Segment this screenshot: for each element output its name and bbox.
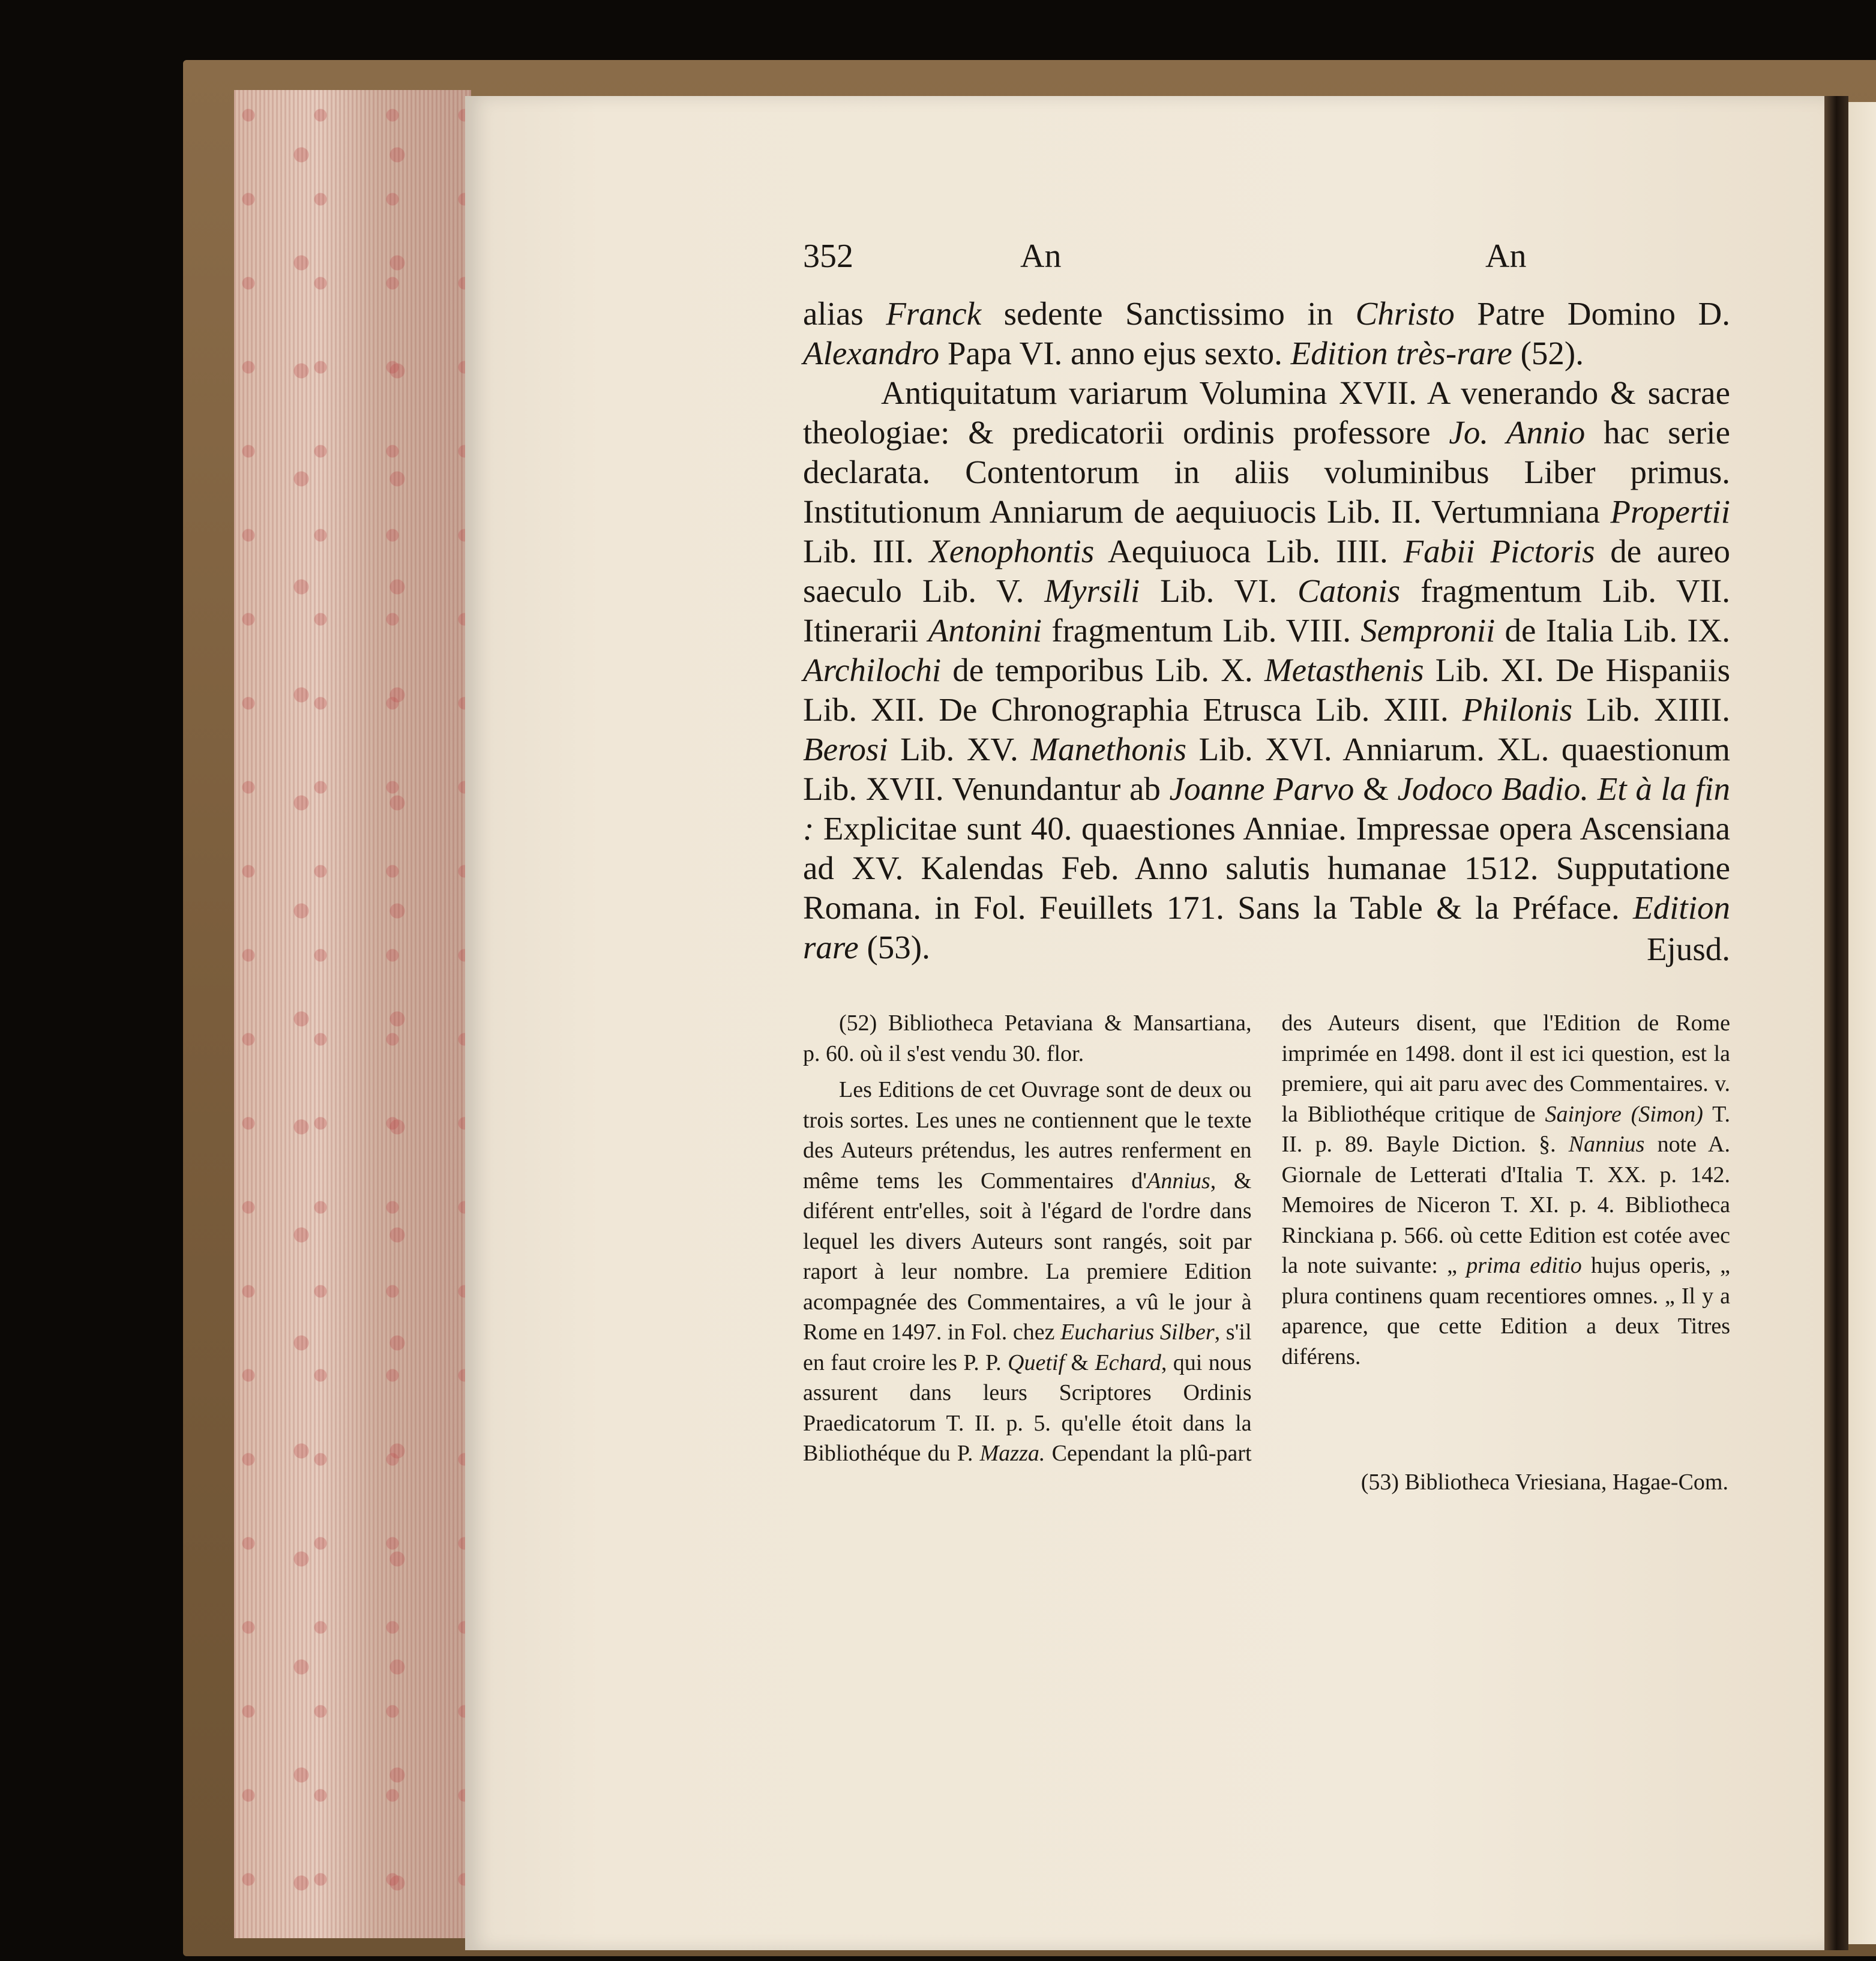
entry-continuation: alias Franck sedente Sanctissimo in Christo Patre Domino D. Alexandro Papa VI. anno ejus sexto. Edition très-rare (52). xyxy=(803,295,1730,371)
running-head-left: An xyxy=(1020,238,1062,275)
book-gutter xyxy=(1824,96,1848,1950)
facing-page-edge xyxy=(1848,102,1876,1944)
entry-antiquitatum: Antiquitatum variarum Volumina XVII. A venerando & sacrae theologiae: & predicatorii ordinis professore Jo. Annio hac serie declarata. Contentorum in aliis voluminibus Liber primus. Institutionum Anniarum de aequiuocis Lib. II. Vertumniana Propertii Lib. III. Xenophontis Aequiuoca Lib. IIII. Fabii Pictoris de aureo saeculo Lib. V. Myrsili Lib. VI. Catonis fragmentum Lib. VII. Itinerarii Antonini fragmentum Lib. VIII. Sempronii de Italia Lib. IX. Archilochi de temporibus Lib. X. Metasthenis Lib. XI. De Hispaniis Lib. XII. De Chronographia Etrusca Lib. XIII. Philonis Lib. XIIII. Berosi Lib. XV. Manethonis Lib. XVI. Anniarum. XL. quaestionum Lib. XVII. Venundantur ab Joanne Parvo & Jodoco Badio. Et à la fin : Explicitae sunt 40. quaestiones Anniae. Impressae opera Ascensiana ad XV. Kalendas Feb. Anno salutis humanae 1512. Supputatione Romana. in Fol. Feuillets 171. Sans la Table & la Préface. Edition rare (53). xyxy=(803,374,1731,965)
footnote-column-left xyxy=(803,1008,1730,1476)
page-edges-sprinkled xyxy=(234,90,471,1938)
page-number: 352 xyxy=(803,238,853,275)
main-text xyxy=(803,294,1730,967)
catchword: Ejusd. xyxy=(1646,931,1730,967)
footnote-52-reference: (52) Bibliotheca Petaviana & Mansartiana, p. 60. où il s'est vendu 30. flor. xyxy=(803,1011,1252,1066)
running-head-right: An xyxy=(1485,238,1527,275)
footnote-53: (53) Bibliotheca Vriesiana, Hagae-Com. xyxy=(1360,1470,1728,1495)
footnote-52-commentary: Les Editions de cet Ouvrage sont de deux ou trois sortes. Les unes ne contiennent que le texte des Auteurs prétendus, les autres renferment en même tems les Commentaires d'Annius, & diférent entr'elles, soit à l'égard de l'ordre dans lequel les divers Auteurs sont rangés, soit par raport à leur nombre. La premiere Edition acompagnée des Commentaires, a vû le jour à Rome en 1497. in Fol. chez Eucharius Silber, s'il en faut croire les P. P. Quetif & Echard, qui nous assurent dans leurs Scriptores Ordinis Praedicatorum T. II. p. 5. qu'elle étoit dans la Bibliothéque du P. Mazza. Cependant la plû-part des Auteurs disent, que l'Edition de Rome imprimée en 1498. dont il est ici question, est la premiere, qui ait paru avec des Commentaires. v. la Bibliothéque critique de Sainjore (Simon) T. II. p. 89. Bayle Diction. §. Nannius note A. Giornale de Letterati d'Italia T. XX. p. 142. Memoires de Niceron T. XI. p. 4. Bibliotheca Rinckiana p. 566. où cette Edition est cotée avec la note suivante: „ prima editio hujus operis, „ plura continens quam recentiores omnes. „ Il y a aparence, que cette Edition a deux Titres diférens. xyxy=(803,1011,1731,1466)
